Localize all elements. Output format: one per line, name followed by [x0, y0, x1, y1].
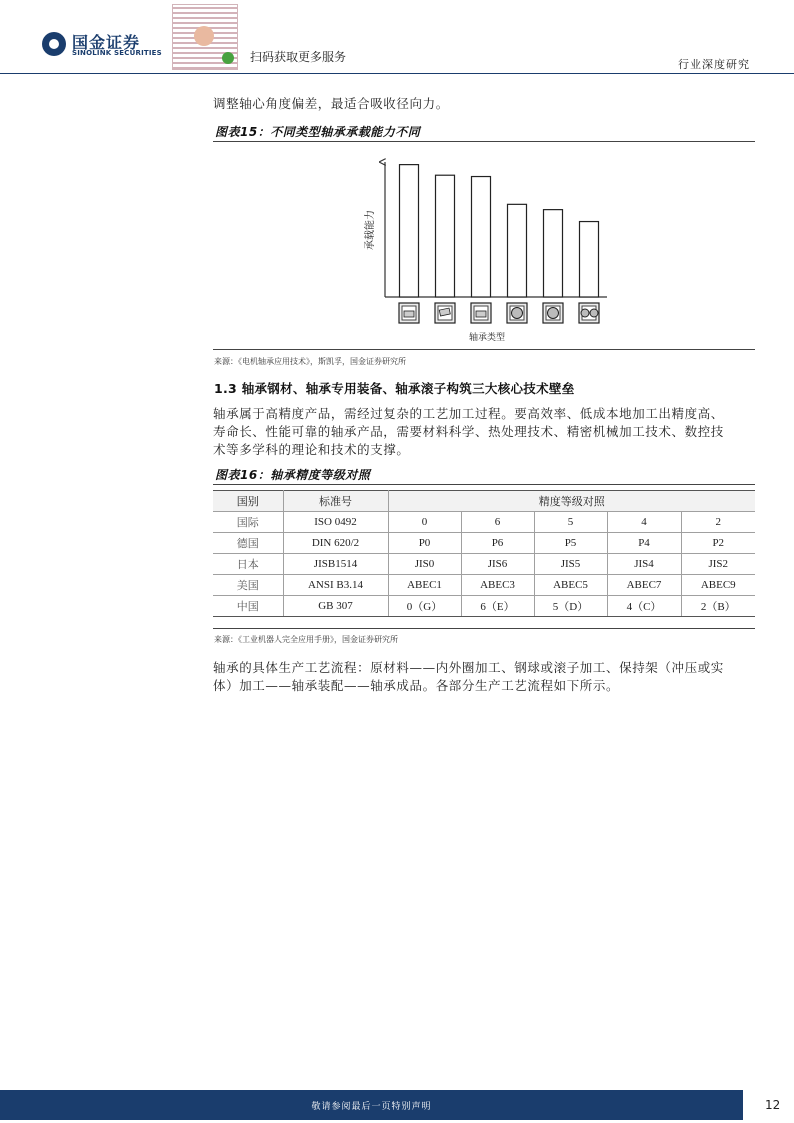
- table-cell: JISB1514: [283, 554, 388, 575]
- table-row: [213, 533, 755, 554]
- figure-15-title: 图表15：不同类型轴承承载能力不同: [215, 125, 421, 139]
- y-axis-label: 承载能力: [365, 210, 376, 250]
- table-row: [213, 512, 755, 533]
- table-cell: 2: [681, 512, 755, 533]
- paragraph-1-line-1: 轴承属于高精度产品，需经过复杂的工艺加工过程。要高效率、低成本地加工出精度高、: [213, 406, 724, 421]
- report-type: 行业深度研究: [678, 58, 750, 71]
- page-number: 12: [765, 1098, 781, 1112]
- paragraph-2-line-2: 体）加工——轴承装配——轴承成品。各部分生产工艺流程如下所示。: [213, 678, 620, 693]
- table-cell: ISO 0492: [283, 512, 388, 533]
- bearing-type-1-icon: [399, 303, 419, 323]
- table-header-cell: 国别: [213, 491, 283, 512]
- footer-disclaimer[interactable]: 敬请参阅最后一页特别声明: [311, 1102, 432, 1112]
- table-cell: 美国: [213, 575, 283, 596]
- header-divider: [0, 73, 794, 74]
- x-axis-label: 轴承类型: [468, 333, 506, 343]
- intro-line: 调整轴心角度偏差，最适合吸收径向力。: [213, 96, 449, 111]
- paragraph-1-line-3: 术等多学科的理论和技术的支撑。: [213, 442, 410, 457]
- paragraph-1-line-2: 寿命长、性能可靠的轴承产品，需要材料科学、热处理技术、精密机械加工技术、数控技: [213, 424, 724, 439]
- bearing-capacity-chart: [355, 150, 625, 350]
- table-cell: JIS2: [681, 554, 755, 575]
- table-cell: 6: [461, 512, 534, 533]
- chart-bar: [472, 177, 491, 297]
- table-cell: 4（C）: [607, 596, 681, 617]
- company-logo-icon: [42, 32, 66, 56]
- table-cell: 0（G）: [388, 596, 461, 617]
- table-cell: 2（B）: [681, 596, 755, 617]
- figure-16-top-rule: [213, 484, 755, 485]
- table-cell: 0: [388, 512, 461, 533]
- table-cell: 国际: [213, 512, 283, 533]
- scan-for-services-text: 扫码获取更多服务: [250, 50, 347, 64]
- bearing-type-5-icon: [543, 303, 563, 323]
- table-row: [213, 596, 755, 617]
- chart-bar: [580, 222, 599, 297]
- table-cell: JIS6: [461, 554, 534, 575]
- section-heading: 1.3 轴承钢材、轴承专用装备、轴承滚子构筑三大核心技术壁垒: [214, 381, 575, 396]
- table-header-row: [213, 491, 755, 512]
- table-row: [213, 554, 755, 575]
- table-cell: ABEC7: [607, 575, 681, 596]
- table-cell: 日本: [213, 554, 283, 575]
- table-cell: ABEC9: [681, 575, 755, 596]
- table-cell: 4: [607, 512, 681, 533]
- bearing-type-2-icon: [435, 303, 455, 323]
- table-cell: P2: [681, 533, 755, 554]
- table-cell: JIS0: [388, 554, 461, 575]
- table-cell: GB 307: [283, 596, 388, 617]
- table-cell: 5: [534, 512, 607, 533]
- bearing-type-4-icon: [507, 303, 527, 323]
- wechat-badge-icon: [222, 52, 234, 64]
- paragraph-2-line-1: 轴承的具体生产工艺流程：原材料——内外圈加工、钢球或滚子加工、保持架（冲压或实: [213, 660, 724, 675]
- chart-bar: [400, 165, 419, 297]
- table-cell: ABEC1: [388, 575, 461, 596]
- table-cell: 6（E）: [461, 596, 534, 617]
- figure-15-top-rule: [213, 141, 755, 142]
- logo-english-name: SINOLINK SECURITIES: [72, 49, 162, 57]
- table-cell: ABEC5: [534, 575, 607, 596]
- figure-15-source: 来源：《电机轴承应用技术》，斯凯孚，国金证券研究所: [214, 357, 406, 366]
- precision-grade-table: [213, 490, 755, 617]
- table-cell: P5: [534, 533, 607, 554]
- logo-chinese-name: 国金证券: [72, 33, 141, 52]
- table-cell: JIS4: [607, 554, 681, 575]
- table-cell: P6: [461, 533, 534, 554]
- bearing-type-3-icon: [471, 303, 491, 323]
- figure-16-title: 图表16：轴承精度等级对照: [215, 468, 371, 482]
- table-cell: 5（D）: [534, 596, 607, 617]
- table-cell: 中国: [213, 596, 283, 617]
- figure-16-source: 来源：《工业机器人完全应用手册》，国金证券研究所: [214, 635, 398, 644]
- table-header-cell: 精度等级对照: [388, 491, 755, 512]
- table-cell: JIS5: [534, 554, 607, 575]
- table-cell: 德国: [213, 533, 283, 554]
- table-cell: P4: [607, 533, 681, 554]
- table-header-cell: 标准号: [283, 491, 388, 512]
- chart-bar: [508, 204, 527, 297]
- bearing-type-6-icon: [579, 303, 599, 323]
- table-cell: ANSI B3.14: [283, 575, 388, 596]
- chart-bar: [544, 210, 563, 297]
- table-cell: P0: [388, 533, 461, 554]
- chart-bar: [436, 175, 455, 297]
- qr-center-logo-icon: [194, 26, 214, 46]
- table-cell: ABEC3: [461, 575, 534, 596]
- figure-16-bottom-rule: [213, 628, 755, 629]
- table-cell: DIN 620/2: [283, 533, 388, 554]
- figure-15-bottom-rule: [213, 349, 755, 350]
- table-row: [213, 575, 755, 596]
